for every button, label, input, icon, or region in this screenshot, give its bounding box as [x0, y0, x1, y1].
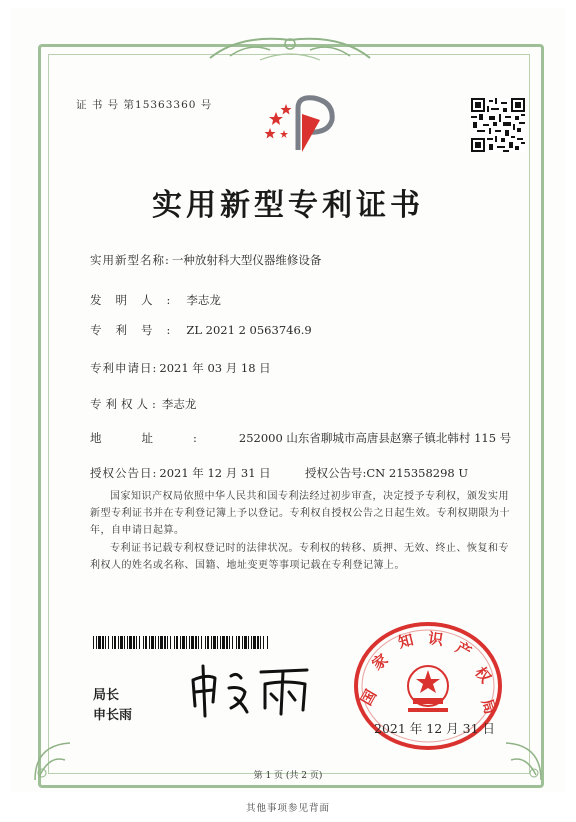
page-number: 第 1 页 (共 2 页)	[253, 771, 323, 781]
utility-model-name-value: 一种放射科大型仪器维修设备	[171, 253, 322, 267]
publication-number-label: 授权公告号:	[305, 466, 367, 480]
inventor-label: 发明人:	[90, 293, 185, 307]
top-ornament	[200, 30, 380, 64]
certificate-title: 实用新型专利证书	[152, 188, 424, 223]
publication-date-value: 2021 年 12 月 31 日	[159, 466, 271, 480]
publication-number-row	[305, 465, 468, 481]
address-label: 地址:	[90, 431, 237, 445]
publication-date-row	[90, 465, 271, 481]
filing-date-label: 专利申请日:	[90, 361, 158, 375]
svg-text:产: 产	[452, 638, 475, 662]
inventor-value: 李志龙	[186, 293, 221, 307]
grant-statement-paragraph: 国家知识产权局依照中华人民共和国专利法经过初步审查，决定授予专利权，颁发实用新型专利证书并在专利登记簿上予以登记。专利权自授权公告之日起生效。专利权期限为十年，自申请日起算。	[90, 491, 510, 536]
svg-text:家: 家	[368, 650, 392, 674]
patentee-label: 专利权人:	[90, 397, 160, 411]
patentee-row	[90, 396, 196, 412]
certificate-number: 证 书 号 第15363360 号	[76, 99, 213, 111]
cnipa-logo-icon	[262, 90, 342, 160]
publication-date-label: 授权公告日:	[90, 466, 158, 480]
svg-text:国: 国	[357, 686, 381, 709]
address-row	[90, 430, 511, 446]
legal-status-paragraph: 专利证书记载专利权登记时的法律状况。专利权的转移、质押、无效、终止、恢复和专利权人的姓名或名称、国籍、地址变更等事项记载在专利登记簿上。	[90, 543, 509, 571]
director-name: 申长雨	[93, 708, 133, 723]
publication-number-value: CN 215358298 U	[366, 466, 469, 480]
svg-text:局: 局	[477, 696, 500, 717]
address-value: 252000 山东省聊城市高唐县赵寨子镇北韩村 115 号	[238, 431, 512, 445]
inventor-row	[90, 292, 221, 308]
barcode-icon	[93, 636, 271, 649]
filing-date-row	[90, 360, 271, 376]
patent-number-value: ZL 2021 2 0563746.9	[186, 323, 312, 337]
svg-text:识: 识	[427, 629, 445, 650]
patent-number-label: 专利号:	[90, 323, 185, 337]
utility-model-name-row	[90, 252, 321, 268]
utility-model-name-label: 实用新型名称:	[90, 253, 170, 267]
back-side-note: 其他事项参见背面	[245, 803, 330, 814]
qr-code-icon	[471, 98, 525, 152]
director-title: 局长	[93, 688, 120, 703]
svg-text:权: 权	[471, 663, 495, 687]
svg-text:知: 知	[396, 630, 416, 652]
filing-date-value: 2021 年 03 月 18 日	[159, 361, 271, 375]
seal-date: 2021 年 12 月 31 日	[374, 721, 495, 736]
patentee-value: 李志龙	[161, 397, 197, 411]
director-signature-icon	[185, 658, 320, 722]
patent-number-row	[90, 322, 312, 338]
